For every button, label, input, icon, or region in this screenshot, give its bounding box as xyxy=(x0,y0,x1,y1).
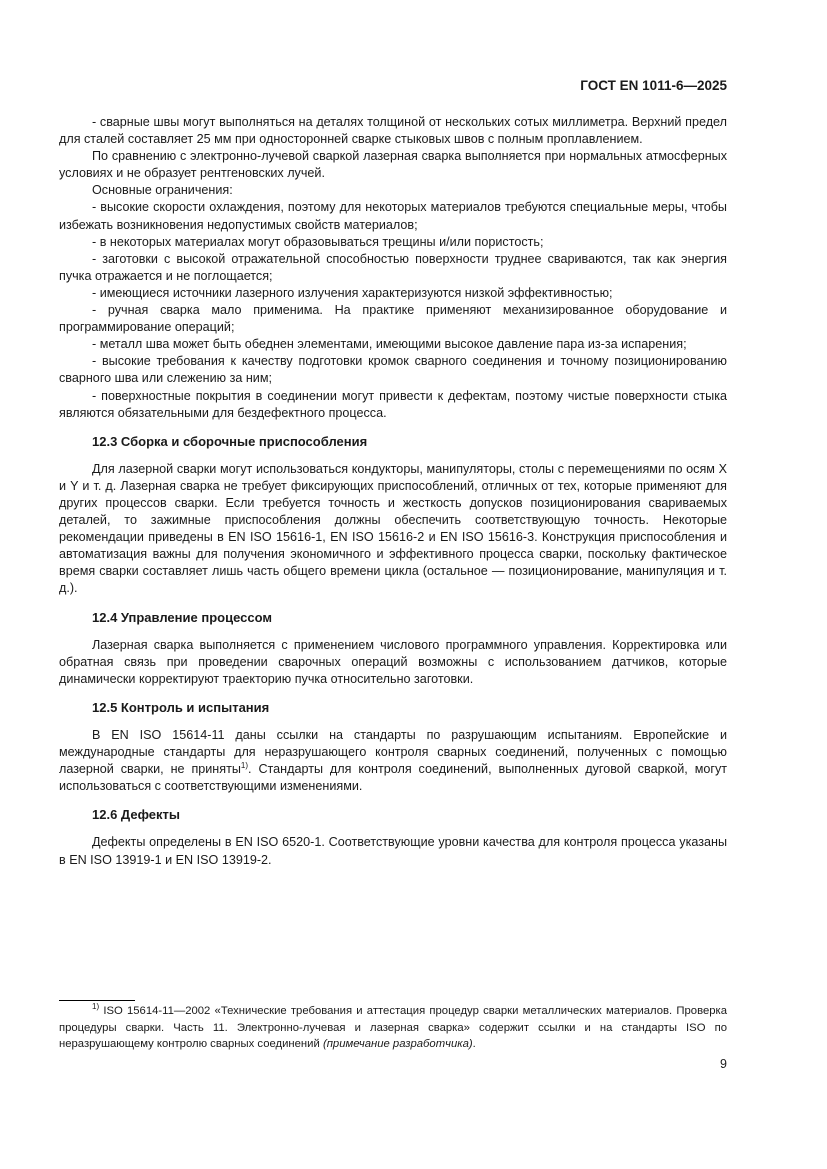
paragraph: Основные ограничения: xyxy=(92,183,233,198)
section-text-12-5-part2: . Стандарты для контроля соединений, выполненных дуговой сваркой, могут использоваться с соответствующими изменениями. xyxy=(59,762,728,794)
paragraph: - сварные швы могут выполняться на деталях толщиной от нескольких сотых миллиметра. Верхний предел для сталей составляет 25 мм при односторонней сварке стыковых швов с полным проплавлением. xyxy=(59,115,727,147)
list-item: - высокие требования к качеству подготовки кромок сварного соединения и точному позиционированию сварного шва или слежению за ним; xyxy=(59,354,727,386)
section-heading-12-5: 12.5 Контроль и испытания xyxy=(92,699,270,715)
document-code-header: ГОСТ EN 1011-6—2025 xyxy=(580,78,727,93)
footnote-divider xyxy=(59,1000,135,1001)
footnote-note: (примечание разработчика) xyxy=(322,1038,473,1051)
section-heading-12-3: 12.3 Сборка и сборочные приспособления xyxy=(92,433,368,449)
section-text-12-3: Для лазерной сварки могут использоваться кондукторы, манипуляторы, столы с перемещениями по осям X и Y и т. д. Лазерная сварка не требует фиксирующих приспособлений, отличных от тех, которые применяют для других процессов сварки. Если требуется точность и жесткость допусков позиционирования свариваемых деталей, то зажимные приспособления должны обеспечить соответствующую точность. Некоторые рекомендации приведены в EN ISO 15616-1, EN ISO 15616-2 и EN ISO 15616-3. Конструкция приспособления и автоматизация важны для получения экономичного и эффективного процесса сварки, поскольку фактическое время сварки составляет лишь часть общего времени цикла (остальное — позиционирование, манипуляция и т. д.). xyxy=(59,461,727,596)
list-item: - высокие скорости охлаждения, поэтому для некоторых материалов требуются специальные меры, чтобы избежать возникновения недопустимых свойств материалов; xyxy=(59,200,727,232)
section-text-12-5 xyxy=(59,727,727,795)
section-text-12-4: Лазерная сварка выполняется с применением числового программного управления. Корректировка или обратная связь при проведении сварочных операций возможны с использованием датчиков, которые динамически корректируют траекторию пучка относительно заготовки. xyxy=(59,637,727,686)
footnote-end: . xyxy=(472,1038,476,1051)
list-item: - металл шва может быть обеднен элементами, имеющими высокое давление пара из-за испарения; xyxy=(92,337,687,352)
list-item: - в некоторых материалах могут образовываться трещины и/или пористость; xyxy=(92,234,544,249)
document-body xyxy=(59,114,727,869)
page-number: 9 xyxy=(720,1057,727,1071)
section-heading-12-6: 12.6 Дефекты xyxy=(92,807,180,823)
footnote xyxy=(59,1003,727,1053)
list-item: - заготовки с высокой отражательной способностью поверхности труднее свариваются, так как энергия пучка отражается и не поглощается; xyxy=(59,251,727,283)
section-heading-12-4: 12.4 Управление процессом xyxy=(92,609,272,625)
list-item: - имеющиеся источники лазерного излучения характеризуются низкой эффективностью; xyxy=(92,285,613,300)
paragraph: По сравнению с электронно-лучевой сваркой лазерная сварка выполняется при нормальных атмосферных условиях и не образует рентгеновских лучей. xyxy=(59,149,727,181)
list-item: - ручная сварка мало применима. На практике применяют механизированное оборудование и программирование операций; xyxy=(59,303,727,335)
section-text-12-5-part1: В EN ISO 15614-11 даны ссылки на стандарты по разрушающим испытаниям. Европейские и международные стандарты для неразрушающего контроля сварных соединений, полученных с помощью лазерной сварки, не приняты xyxy=(59,728,727,777)
footnote-reference: 1) xyxy=(240,761,249,770)
section-text-12-6: Дефекты определены в EN ISO 6520-1. Соответствующие уровни качества для контроля процесса указаны в EN ISO 13919-1 и EN ISO 13919-2. xyxy=(59,835,727,867)
list-item: - поверхностные покрытия в соединении могут привести к дефектам, поэтому чистые поверхности стыка являются обязательными для бездефектного процесса. xyxy=(59,388,727,420)
footnote-marker: 1) xyxy=(92,1002,100,1012)
footnote-text: ISO 15614-11—2002 «Технические требования и аттестация процедур сварки металлических материалов. Проверка процедуры сварки. Часть 11. Электронно-лучевая и лазерная сварка» содержит ссылки и на стандарты ISO по неразрушающему контролю сварных соединений xyxy=(59,1005,727,1051)
